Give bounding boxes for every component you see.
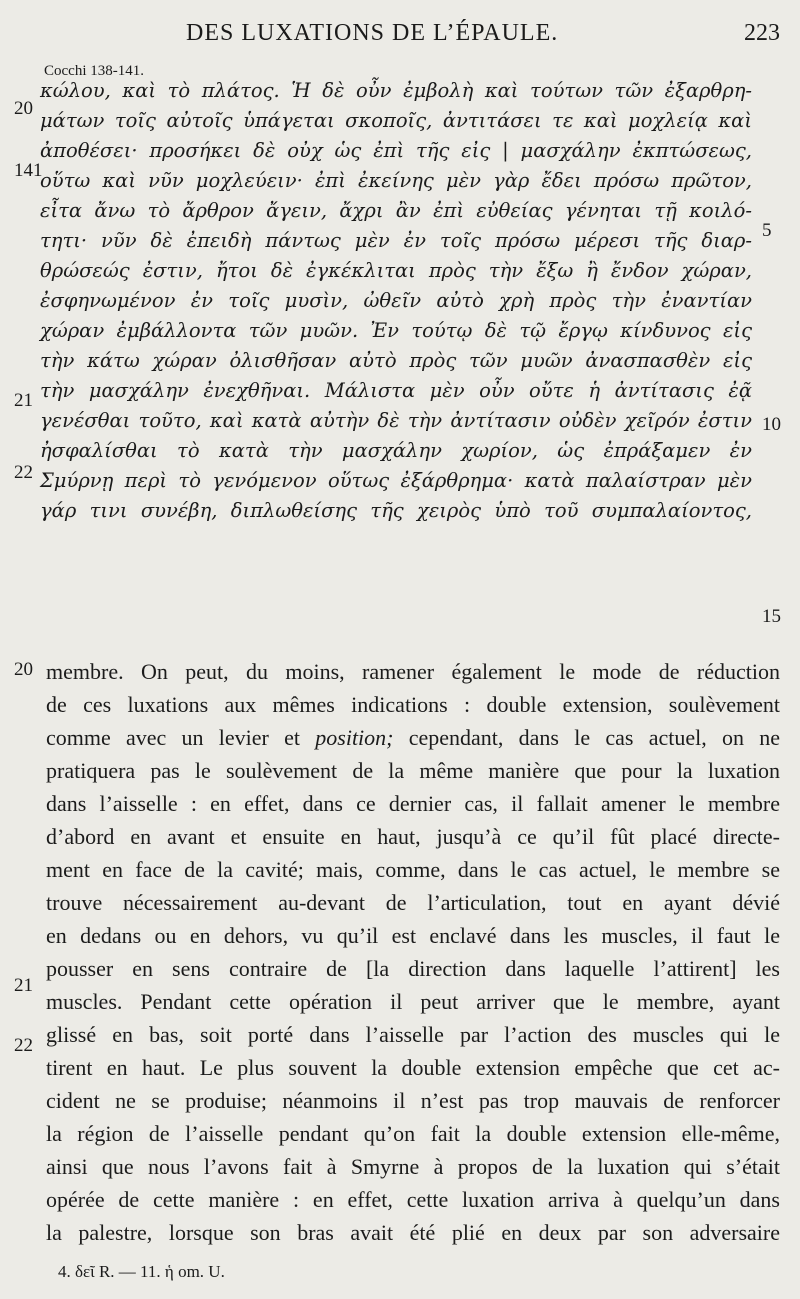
french-line: d’abord en avant et ensuite en haut, jusqu’à ce qu’il fût placé directe- bbox=[46, 824, 780, 849]
french-line: dans l’aisselle : en effet, dans ce dernier cas, il fallait amener le membre bbox=[46, 791, 780, 816]
french-line: muscles. Pendant cette opération il peut arriver que le membre, ayant bbox=[46, 989, 780, 1014]
running-header bbox=[150, 16, 790, 52]
greek-line: εἶτα ἄνω τὸ ἄρθρον ἄγειν, ἄχρι ἂν ἐπὶ εὐθείας γένηται τῇ κοιλό- bbox=[40, 199, 752, 222]
french-line: la palestre, lorsque son bras avait été plié en deux par son adversaire bbox=[46, 1220, 780, 1245]
footnote: 4. δεῖ R. — 11. ἡ om. U. bbox=[58, 1262, 225, 1281]
french-line-part: comme avec un levier et bbox=[46, 725, 316, 750]
french-line: pratiquera pas le soulèvement de la même manière que pour la luxation bbox=[46, 758, 780, 783]
french-line: opérée de cette manière : en effet, cette luxation arriva à quelqu’un dans bbox=[46, 1187, 780, 1212]
greek-line-number: 5 bbox=[762, 220, 772, 241]
french-margin-number: 20 bbox=[14, 659, 33, 680]
greek-line: οὕτω καὶ νῦν μοχλεύειν· ἐπὶ ἐκείνης μὲν γὰρ ἔδει πρόσω πρῶτον, bbox=[40, 169, 752, 192]
french-line-part: cependant, dans le cas actuel, on ne bbox=[393, 725, 780, 750]
greek-line: ἠσφαλίσθαι τὸ κατὰ τὴν μασχάλην χωρίον, ὡς ἐπράξαμεν ἐν bbox=[40, 439, 752, 462]
french-line: pousser en sens contraire de [la direction dans laquelle l’attirent] les bbox=[46, 956, 780, 981]
greek-line: γενέσθαι τοῦτο, καὶ κατὰ αὐτὴν δὲ τὴν ἀντίτασιν οὐδὲν χεῖρόν ἐστιν bbox=[40, 409, 752, 432]
greek-line: κώλου, καὶ τὸ πλάτος. Ἡ δὲ οὖν ἐμβολὴ καὶ τούτων τῶν ἐξαρθρη- bbox=[40, 79, 752, 102]
greek-line: ἐσφηνωμένον ἐν τοῖς μυσὶν, ὠθεῖν αὐτὸ χρὴ πρὸς τὴν ἐναντίαν bbox=[40, 289, 752, 312]
french-line: de ces luxations aux mêmes indications : double extension, soulèvement bbox=[46, 692, 780, 717]
greek-margin-number: 141 bbox=[14, 160, 43, 181]
running-title: DES LUXATIONS DE L’ÉPAULE. bbox=[186, 20, 559, 46]
french-line: tirent en haut. Le plus souvent la double extension empêche que cet ac- bbox=[46, 1055, 780, 1080]
greek-line: τητι· νῦν δὲ ἐπειδὴ πάντως μὲν ἐν τοῖς πρόσω μέρεσι τῆς διαρ- bbox=[40, 229, 752, 252]
french-line: trouve nécessairement au-devant de l’articulation, tout en ayant dévié bbox=[46, 890, 780, 915]
french-line: ment en face de la cavité; mais, comme, dans le cas actuel, le membre se bbox=[46, 857, 780, 882]
french-line bbox=[46, 721, 780, 754]
french-line: cident ne se produise; néanmoins il n’est pas trop mauvais de renforcer bbox=[46, 1088, 780, 1113]
greek-line: ἀποθέσει· προσήκει δὲ οὐχ ὡς ἐπὶ τῆς εἰς | μασχάλην ἐκπτώσεως, bbox=[40, 139, 752, 162]
greek-line: μάτων τοῖς αὐτοῖς ὑπάγεται σκοποῖς, ἀντιτάσει τε καὶ μοχλείᾳ καὶ bbox=[40, 109, 752, 132]
greek-margin-number: 21 bbox=[14, 390, 33, 411]
greek-margin-number: 22 bbox=[14, 462, 33, 483]
greek-line: χώραν ἐμβάλλοντα τῶν μυῶν. Ἐν τούτῳ δὲ τῷ ἔργῳ κίνδυνος εἰς bbox=[40, 319, 752, 342]
greek-line: γάρ τινι συνέβη, διπλωθείσης τῆς χειρὸς ὑπὸ τοῦ συμπαλαίοντος, bbox=[40, 499, 752, 522]
french-margin-number: 22 bbox=[14, 1035, 33, 1056]
french-margin-number: 21 bbox=[14, 975, 33, 996]
french-line: en dedans ou en dehors, vu qu’il est enclavé dans les muscles, il faut le bbox=[46, 923, 780, 948]
greek-line: θρώσεώς ἐστιν, ἤτοι δὲ ἐγκέκλιται πρὸς τὴν ἔξω ἢ ἔνδον χώραν, bbox=[40, 259, 752, 282]
french-line-italic: position; bbox=[315, 725, 394, 750]
cocchi-reference: Cocchi 138-141. bbox=[44, 63, 144, 79]
greek-line: τὴν κάτω χώραν ὀλισθῆσαν αὐτὸ πρὸς τῶν μυῶν ἀνασπασθὲν εἰς bbox=[40, 349, 752, 372]
page-number: 223 bbox=[744, 20, 780, 46]
french-line: ainsi que nous l’avons fait à Smyrne à propos de la luxation qui s’était bbox=[46, 1154, 780, 1179]
greek-line-number: 15 bbox=[762, 606, 781, 627]
french-line: la région de l’aisselle pendant qu’on fait la double extension elle-même, bbox=[46, 1121, 780, 1146]
greek-line-number: 10 bbox=[762, 414, 781, 435]
french-line: glissé en bas, soit porté dans l’aisselle par l’action des muscles qui le bbox=[46, 1022, 780, 1047]
greek-line: τὴν μασχάλην ἐνεχθῆναι. Μάλιστα μὲν οὖν οὔτε ἡ ἀντίτασις ἐᾷ bbox=[40, 379, 752, 402]
greek-line: Σμύρνῃ περὶ τὸ γενόμενον οὕτως ἐξάρθρημα· κατὰ παλαίστραν μὲν bbox=[40, 469, 752, 492]
french-line: membre. On peut, du moins, ramener également le mode de réduction bbox=[46, 659, 780, 684]
greek-margin-number: 20 bbox=[14, 98, 33, 119]
